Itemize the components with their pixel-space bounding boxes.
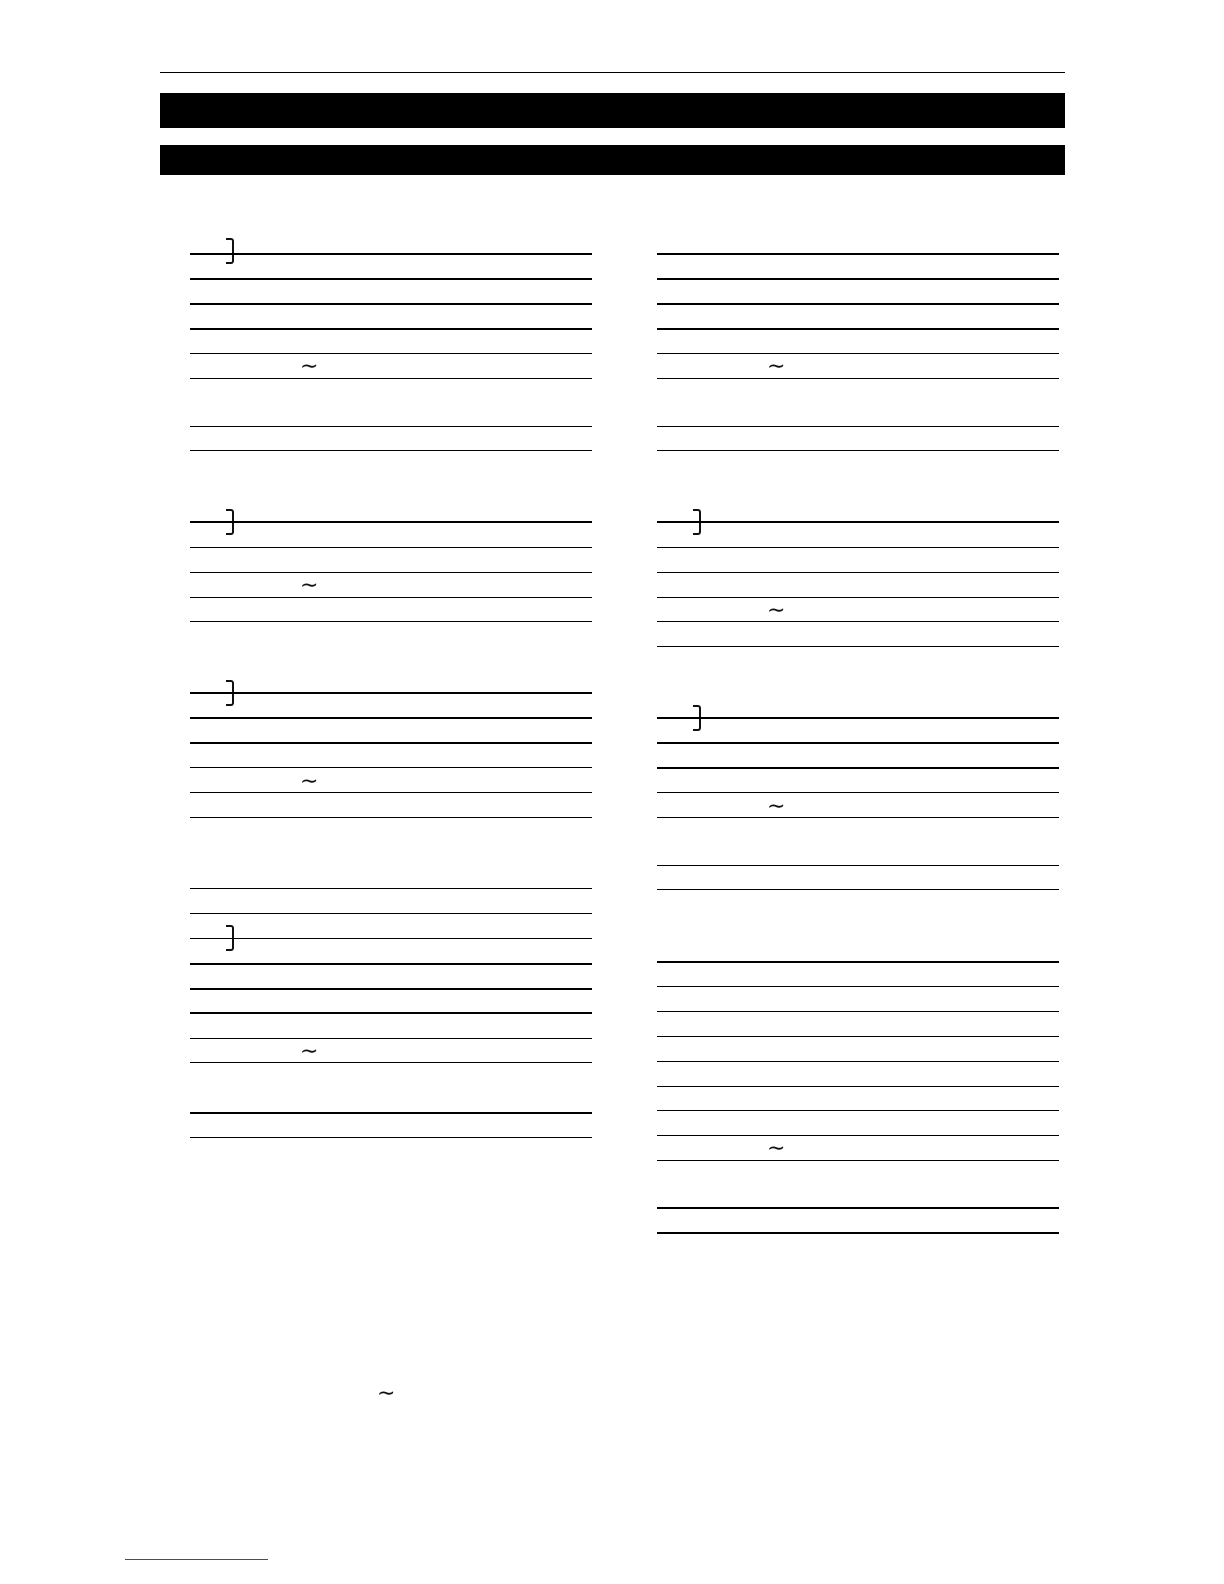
table-rule [190,378,592,379]
bracket-icon [226,238,234,264]
table-rule [190,572,592,573]
table-rule [190,621,592,622]
table-rule [190,450,592,451]
table-rule [657,742,1059,744]
table-rule [657,961,1059,963]
table-rule [190,547,592,548]
table-rule [190,303,592,305]
table-rule [190,278,592,280]
table-rule [190,1012,592,1014]
table-rule [190,1062,592,1063]
table-rule [657,253,1059,255]
table-rule [657,767,1059,769]
table-rule [190,253,592,255]
table-rule [657,426,1059,427]
tilde-icon: ∼ [377,1381,396,1406]
footnote-link-rule[interactable] [125,1559,268,1560]
left-column [190,0,592,1584]
table-rule [657,792,1059,793]
table-rule [657,278,1059,280]
table-rule [657,621,1059,622]
table-rule [190,913,592,914]
table-rule [657,1207,1059,1209]
table-rule [190,597,592,598]
table-rule [190,1038,592,1039]
table-rule [657,547,1059,548]
tilde-icon: ∼ [300,769,319,794]
table-rule [657,1160,1059,1161]
tilde-icon: ∼ [767,598,786,623]
table-rule [657,303,1059,305]
table-rule [657,353,1059,354]
table-rule [657,1036,1059,1037]
table-rule [190,353,592,354]
table-rule [190,692,592,694]
table-rule [190,963,592,965]
tilde-icon: ∼ [300,573,319,598]
table-rule [190,792,592,793]
tilde-icon: ∼ [767,1136,786,1161]
table-rule [190,938,592,939]
table-rule [657,378,1059,379]
table-rule [190,717,592,719]
table-rule [190,1112,592,1114]
table-rule [657,1232,1059,1234]
tilde-icon: ∼ [300,354,319,379]
table-rule [657,1110,1059,1111]
tilde-icon: ∼ [300,1039,319,1064]
tilde-icon: ∼ [767,794,786,819]
table-rule [190,426,592,427]
table-rule [190,742,592,744]
table-rule [190,888,592,889]
table-rule [190,988,592,990]
right-column [657,0,1059,1584]
table-rule [657,717,1059,719]
table-rule [657,865,1059,866]
table-rule [657,1135,1059,1136]
table-rule [190,521,592,523]
tilde-icon: ∼ [767,354,786,379]
table-rule [657,572,1059,573]
table-rule [657,328,1059,330]
table-rule [657,1011,1059,1012]
table-rule [657,597,1059,598]
table-rule [657,889,1059,890]
table-rule [657,986,1059,987]
table-rule [190,767,592,768]
table-rule [657,1061,1059,1062]
table-rule [190,1137,592,1138]
table-rule [190,817,592,818]
table-rule [190,328,592,330]
table-rule [657,521,1059,523]
table-rule [657,646,1059,647]
table-rule [657,1086,1059,1087]
table-rule [657,450,1059,451]
table-rule [657,817,1059,818]
